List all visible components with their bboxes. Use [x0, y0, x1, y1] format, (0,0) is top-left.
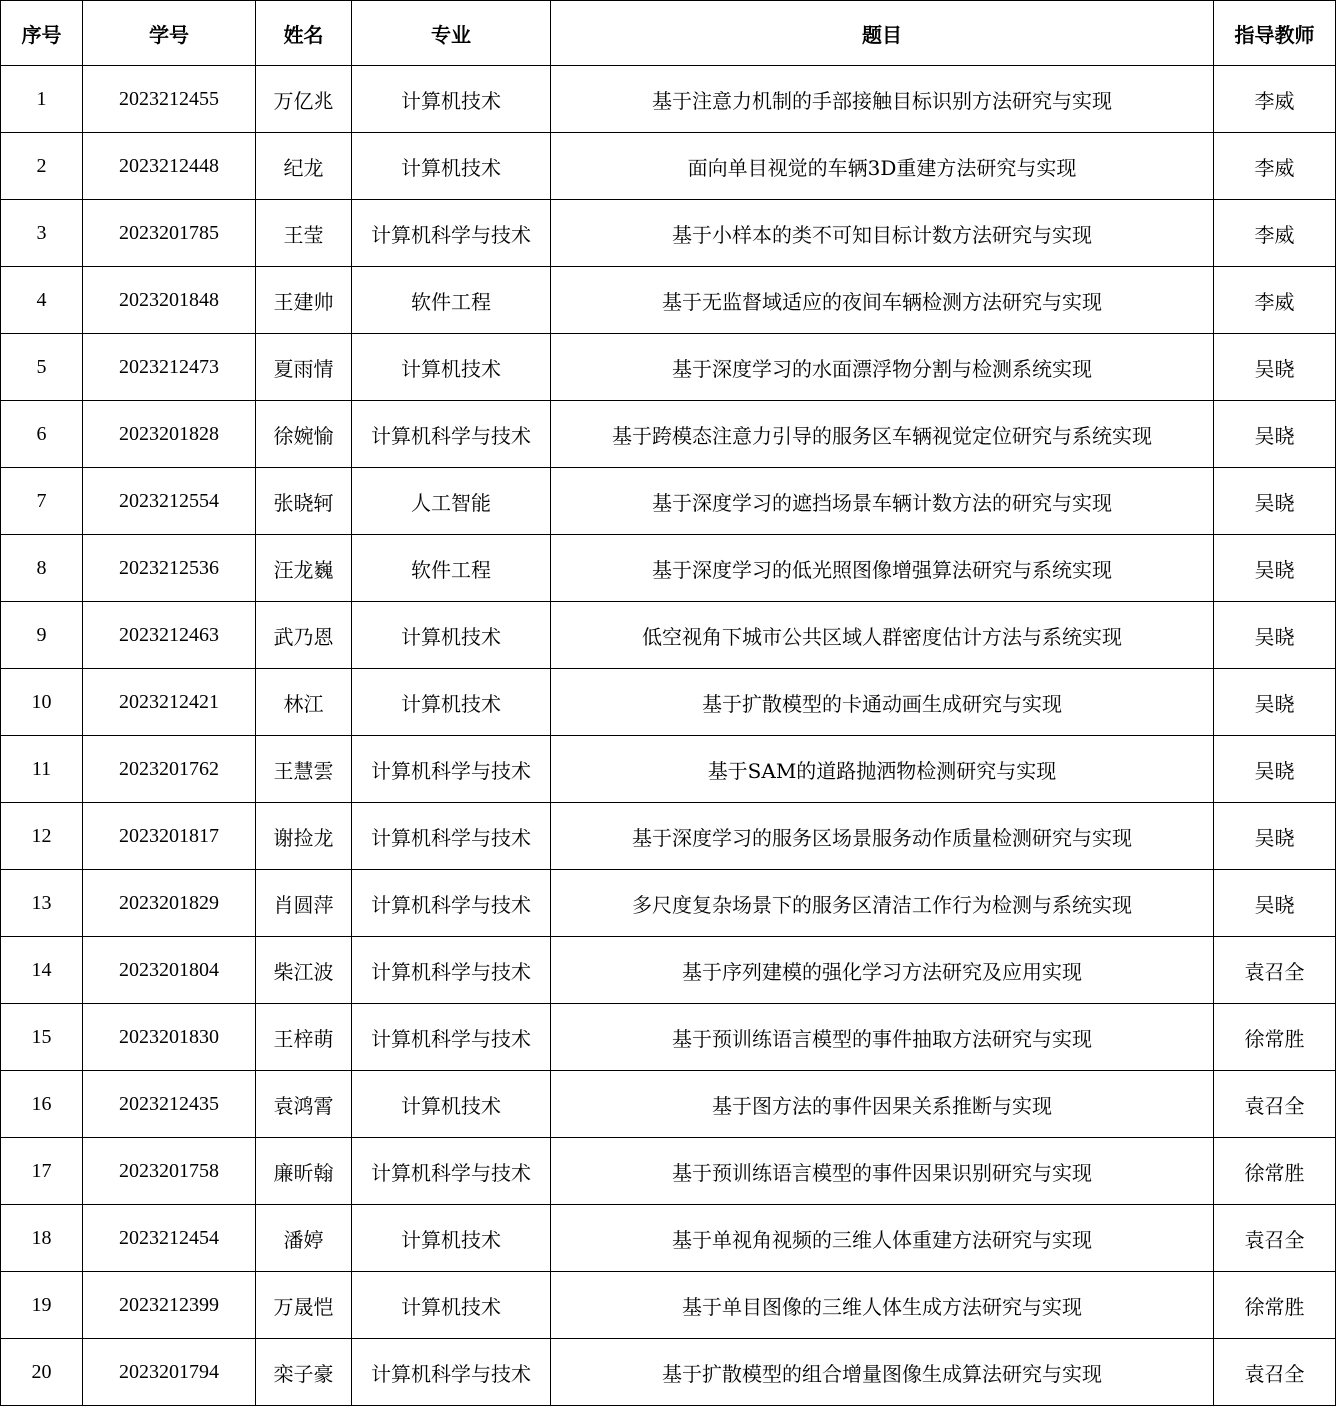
- cell-major: 计算机技术: [352, 602, 551, 669]
- cell-name: 林江: [256, 669, 352, 736]
- table-row: [1, 66, 1336, 133]
- cell-advisor: 袁召全: [1214, 937, 1336, 1004]
- cell-index: 5: [1, 334, 83, 401]
- cell-major: 计算机科学与技术: [352, 937, 551, 1004]
- cell-student-id: 2023212473: [83, 334, 256, 401]
- cell-name: 肖圆萍: [256, 870, 352, 937]
- cell-major: 计算机技术: [352, 669, 551, 736]
- cell-major: 计算机科学与技术: [352, 1339, 551, 1406]
- cell-topic: 基于小样本的类不可知目标计数方法研究与实现: [551, 200, 1214, 267]
- cell-student-id: 2023201829: [83, 870, 256, 937]
- cell-name: 徐婉愉: [256, 401, 352, 468]
- table-body: [1, 66, 1336, 1406]
- cell-student-id: 2023212421: [83, 669, 256, 736]
- cell-name: 夏雨情: [256, 334, 352, 401]
- header-row: [1, 1, 1336, 66]
- cell-major: 计算机科学与技术: [352, 1004, 551, 1071]
- table-row: [1, 736, 1336, 803]
- cell-advisor: 袁召全: [1214, 1071, 1336, 1138]
- cell-student-id: 2023201758: [83, 1138, 256, 1205]
- table-row: [1, 133, 1336, 200]
- table-row: [1, 200, 1336, 267]
- table-row: [1, 1071, 1336, 1138]
- header-student-id: 学号: [83, 1, 256, 66]
- cell-major: 计算机技术: [352, 66, 551, 133]
- cell-topic: 基于单目图像的三维人体生成方法研究与实现: [551, 1272, 1214, 1339]
- cell-advisor: 吴晓: [1214, 401, 1336, 468]
- cell-major: 计算机科学与技术: [352, 1138, 551, 1205]
- cell-student-id: 2023212448: [83, 133, 256, 200]
- cell-advisor: 袁召全: [1214, 1205, 1336, 1272]
- cell-major: 计算机技术: [352, 1071, 551, 1138]
- cell-topic: 基于预训练语言模型的事件抽取方法研究与实现: [551, 1004, 1214, 1071]
- cell-advisor: 吴晓: [1214, 602, 1336, 669]
- cell-advisor: 吴晓: [1214, 870, 1336, 937]
- cell-major: 计算机技术: [352, 1205, 551, 1272]
- cell-student-id: 2023201830: [83, 1004, 256, 1071]
- cell-topic: 基于扩散模型的卡通动画生成研究与实现: [551, 669, 1214, 736]
- cell-name: 王慧雲: [256, 736, 352, 803]
- cell-topic: 基于SAM的道路抛洒物检测研究与实现: [551, 736, 1214, 803]
- cell-student-id: 2023212463: [83, 602, 256, 669]
- cell-advisor: 吴晓: [1214, 669, 1336, 736]
- cell-name: 王梓萌: [256, 1004, 352, 1071]
- header-topic: 题目: [551, 1, 1214, 66]
- cell-topic: 基于预训练语言模型的事件因果识别研究与实现: [551, 1138, 1214, 1205]
- cell-index: 1: [1, 66, 83, 133]
- header-index: 序号: [1, 1, 83, 66]
- cell-name: 万晟恺: [256, 1272, 352, 1339]
- cell-student-id: 2023201848: [83, 267, 256, 334]
- cell-advisor: 李威: [1214, 66, 1336, 133]
- cell-advisor: 吴晓: [1214, 803, 1336, 870]
- cell-name: 栾子豪: [256, 1339, 352, 1406]
- cell-topic: 基于深度学习的水面漂浮物分割与检测系统实现: [551, 334, 1214, 401]
- cell-index: 10: [1, 669, 83, 736]
- cell-name: 张晓轲: [256, 468, 352, 535]
- cell-topic: 低空视角下城市公共区域人群密度估计方法与系统实现: [551, 602, 1214, 669]
- cell-major: 人工智能: [352, 468, 551, 535]
- cell-topic: 基于跨模态注意力引导的服务区车辆视觉定位研究与系统实现: [551, 401, 1214, 468]
- table-row: [1, 870, 1336, 937]
- cell-name: 谢捡龙: [256, 803, 352, 870]
- cell-name: 纪龙: [256, 133, 352, 200]
- cell-index: 8: [1, 535, 83, 602]
- cell-student-id: 2023201762: [83, 736, 256, 803]
- cell-major: 计算机科学与技术: [352, 736, 551, 803]
- cell-advisor: 吴晓: [1214, 535, 1336, 602]
- cell-student-id: 2023201794: [83, 1339, 256, 1406]
- cell-topic: 基于深度学习的服务区场景服务动作质量检测研究与实现: [551, 803, 1214, 870]
- cell-advisor: 李威: [1214, 133, 1336, 200]
- cell-major: 计算机科学与技术: [352, 803, 551, 870]
- cell-index: 2: [1, 133, 83, 200]
- cell-index: 20: [1, 1339, 83, 1406]
- cell-topic: 基于扩散模型的组合增量图像生成算法研究与实现: [551, 1339, 1214, 1406]
- cell-advisor: 徐常胜: [1214, 1138, 1336, 1205]
- table-row: [1, 937, 1336, 1004]
- cell-advisor: 徐常胜: [1214, 1272, 1336, 1339]
- cell-major: 计算机科学与技术: [352, 200, 551, 267]
- cell-student-id: 2023201817: [83, 803, 256, 870]
- cell-topic: 基于注意力机制的手部接触目标识别方法研究与实现: [551, 66, 1214, 133]
- cell-topic: 基于深度学习的低光照图像增强算法研究与系统实现: [551, 535, 1214, 602]
- cell-index: 19: [1, 1272, 83, 1339]
- cell-index: 16: [1, 1071, 83, 1138]
- cell-index: 18: [1, 1205, 83, 1272]
- table-row: [1, 334, 1336, 401]
- cell-major: 计算机科学与技术: [352, 870, 551, 937]
- table-row: [1, 602, 1336, 669]
- header-advisor: 指导教师: [1214, 1, 1336, 66]
- table-row: [1, 267, 1336, 334]
- cell-index: 11: [1, 736, 83, 803]
- cell-advisor: 李威: [1214, 200, 1336, 267]
- cell-advisor: 李威: [1214, 267, 1336, 334]
- cell-index: 9: [1, 602, 83, 669]
- cell-student-id: 2023212399: [83, 1272, 256, 1339]
- cell-name: 汪龙巍: [256, 535, 352, 602]
- cell-topic: 多尺度复杂场景下的服务区清洁工作行为检测与系统实现: [551, 870, 1214, 937]
- cell-topic: 面向单目视觉的车辆3D重建方法研究与实现: [551, 133, 1214, 200]
- cell-student-id: 2023201828: [83, 401, 256, 468]
- cell-topic: 基于深度学习的遮挡场景车辆计数方法的研究与实现: [551, 468, 1214, 535]
- cell-student-id: 2023201785: [83, 200, 256, 267]
- cell-index: 4: [1, 267, 83, 334]
- cell-index: 12: [1, 803, 83, 870]
- cell-major: 计算机技术: [352, 334, 551, 401]
- cell-index: 7: [1, 468, 83, 535]
- cell-major: 软件工程: [352, 535, 551, 602]
- cell-name: 廉昕翰: [256, 1138, 352, 1205]
- header-major: 专业: [352, 1, 551, 66]
- cell-advisor: 袁召全: [1214, 1339, 1336, 1406]
- table-row: [1, 1339, 1336, 1406]
- header-name: 姓名: [256, 1, 352, 66]
- cell-advisor: 吴晓: [1214, 736, 1336, 803]
- cell-student-id: 2023212455: [83, 66, 256, 133]
- cell-student-id: 2023201804: [83, 937, 256, 1004]
- cell-index: 6: [1, 401, 83, 468]
- cell-advisor: 徐常胜: [1214, 1004, 1336, 1071]
- cell-name: 王莹: [256, 200, 352, 267]
- table-row: [1, 1138, 1336, 1205]
- cell-advisor: 吴晓: [1214, 334, 1336, 401]
- cell-index: 17: [1, 1138, 83, 1205]
- cell-name: 武乃恩: [256, 602, 352, 669]
- cell-name: 潘婷: [256, 1205, 352, 1272]
- table-row: [1, 401, 1336, 468]
- cell-index: 15: [1, 1004, 83, 1071]
- cell-topic: 基于图方法的事件因果关系推断与实现: [551, 1071, 1214, 1138]
- table-row: [1, 669, 1336, 736]
- cell-index: 14: [1, 937, 83, 1004]
- cell-student-id: 2023212536: [83, 535, 256, 602]
- cell-student-id: 2023212454: [83, 1205, 256, 1272]
- cell-index: 13: [1, 870, 83, 937]
- cell-major: 计算机科学与技术: [352, 401, 551, 468]
- table-row: [1, 803, 1336, 870]
- cell-major: 软件工程: [352, 267, 551, 334]
- table-row: [1, 1205, 1336, 1272]
- cell-topic: 基于单视角视频的三维人体重建方法研究与实现: [551, 1205, 1214, 1272]
- table-row: [1, 468, 1336, 535]
- cell-name: 袁鸿霄: [256, 1071, 352, 1138]
- cell-topic: 基于序列建模的强化学习方法研究及应用实现: [551, 937, 1214, 1004]
- cell-advisor: 吴晓: [1214, 468, 1336, 535]
- table-row: [1, 1004, 1336, 1071]
- cell-name: 柴江波: [256, 937, 352, 1004]
- cell-topic: 基于无监督域适应的夜间车辆检测方法研究与实现: [551, 267, 1214, 334]
- cell-name: 万亿兆: [256, 66, 352, 133]
- table-row: [1, 535, 1336, 602]
- cell-index: 3: [1, 200, 83, 267]
- cell-name: 王建帅: [256, 267, 352, 334]
- cell-major: 计算机技术: [352, 1272, 551, 1339]
- cell-student-id: 2023212554: [83, 468, 256, 535]
- table-row: [1, 1272, 1336, 1339]
- cell-major: 计算机技术: [352, 133, 551, 200]
- cell-student-id: 2023212435: [83, 1071, 256, 1138]
